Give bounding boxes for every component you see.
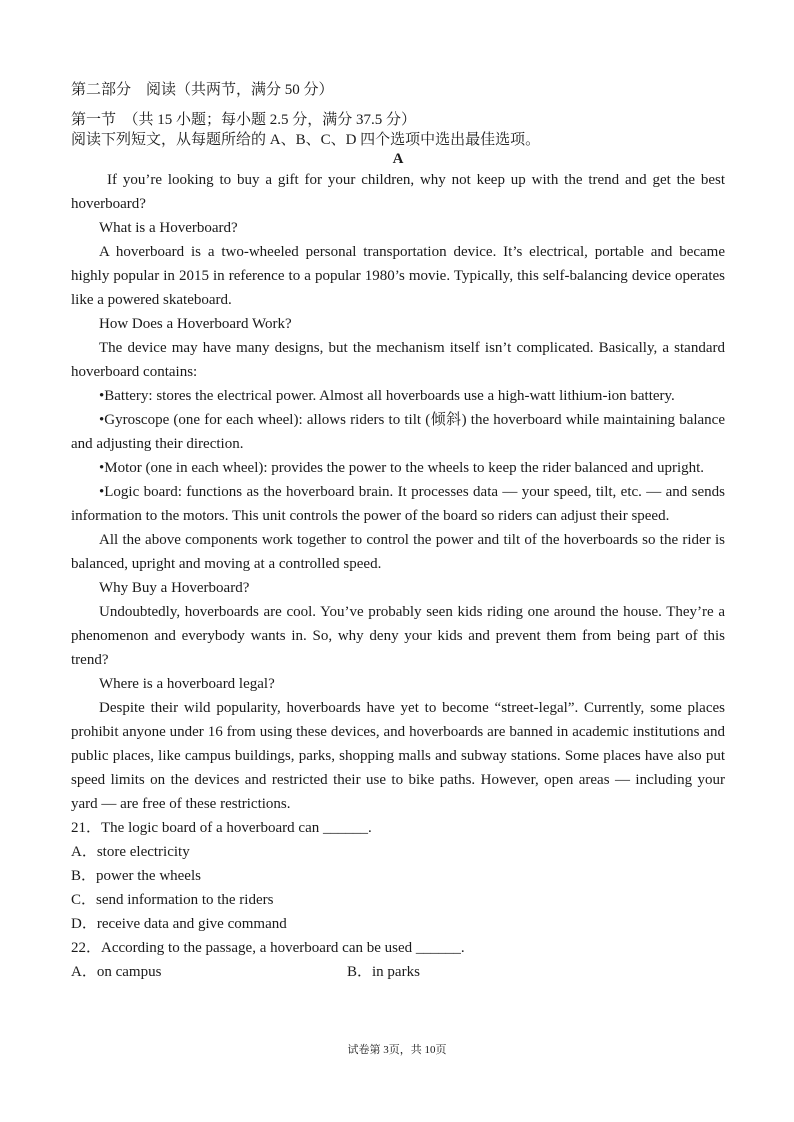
question-21-option-a: A．store electricity xyxy=(71,844,190,860)
bullet-gyroscope: •Gyroscope (one for each wheel): allows riders to tilt (倾斜) the hoverboard while maintaining balance and adjusting their direction. xyxy=(71,412,725,452)
paragraph-definition: A hoverboard is a two-wheeled personal transportation device. It’s electrical, portable and became highly popular in 2015 in reference to a popular 1980’s movie. Typically, this self-balancing device operates like a powered skateboard. xyxy=(71,244,725,308)
subheading-how: How Does a Hoverboard Work? xyxy=(99,316,292,332)
bullet-battery: •Battery: stores the electrical power. Almost all hoverboards use a high-watt lithium-ion battery. xyxy=(99,388,675,404)
part-heading: 第二部分 阅读（共两节，满分 50 分） xyxy=(71,82,334,98)
question-21-stem: 21．The logic board of a hoverboard can ______. xyxy=(71,820,372,836)
question-22-option-a: A．on campus xyxy=(71,964,162,980)
question-22-option-b: B．in parks xyxy=(347,964,420,980)
section-heading: 第一节 （共 15 小题；每小题 2.5 分，满分 37.5 分） xyxy=(71,112,417,128)
subheading-where: Where is a hoverboard legal? xyxy=(99,676,275,692)
passage-intro: If you’re looking to buy a gift for your children, why not keep up with the trend and get the best hoverboard? xyxy=(71,172,725,212)
instruction: 阅读下列短文，从每题所给的 A、B、C、D 四个选项中选出最佳选项。 xyxy=(71,132,541,148)
question-22-options xyxy=(71,960,725,984)
paragraph-why: Undoubtedly, hoverboards are cool. You’ve probably seen kids riding one around the house. They’re a phenomenon and everybody wants in. So, why deny your kids and prevent them from being part of this trend? xyxy=(71,604,725,668)
passage-letter: A xyxy=(392,151,404,167)
exam-page xyxy=(71,78,725,984)
bullet-logic-board: •Logic board: functions as the hoverboard brain. It processes data — your speed, tilt, etc. — and sends information to the motors. This unit controls the power of the board so riders can adjust their speed. xyxy=(71,484,725,524)
subheading-what: What is a Hoverboard? xyxy=(99,220,238,236)
subheading-why: Why Buy a Hoverboard? xyxy=(99,580,250,596)
page-footer: 试卷第 3页，共 10页 xyxy=(347,1044,447,1056)
paragraph-legal: Despite their wild popularity, hoverboards have yet to become “street-legal”. Currently, some places prohibit anyone under 16 from using these devices, and hoverboards are banned in academic institutions and public places, like campus buildings, parks, shopping malls and subway stations. Some places have also put speed limits on the devices and restricted their use to bike paths. However, open areas — including your yard — are free of these restrictions. xyxy=(71,700,725,812)
bullet-motor: •Motor (one in each wheel): provides the power to the wheels to keep the rider balanced and upright. xyxy=(99,460,705,476)
paragraph-components: All the above components work together to control the power and tilt of the hoverboards so the rider is balanced, upright and moving at a controlled speed. xyxy=(71,532,725,572)
paragraph-mechanism: The device may have many designs, but the mechanism itself isn’t complicated. Basically, a standard hoverboard contains: xyxy=(71,340,725,380)
question-22-stem: 22．According to the passage, a hoverboard can be used ______. xyxy=(71,940,465,956)
question-21-option-c: C．send information to the riders xyxy=(71,892,274,908)
question-21-option-d: D．receive data and give command xyxy=(71,916,287,932)
question-21-option-b: B．power the wheels xyxy=(71,868,201,884)
